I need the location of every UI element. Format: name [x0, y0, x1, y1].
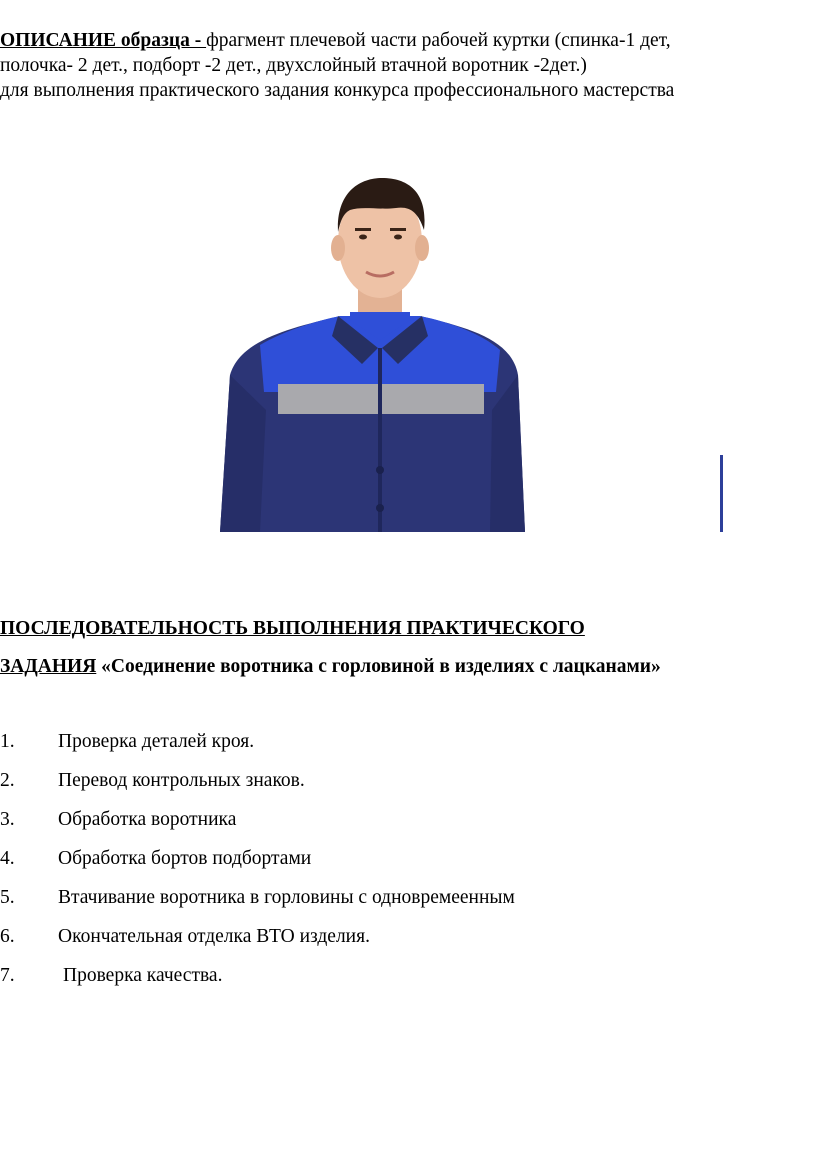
- step-number: 7.: [0, 965, 15, 986]
- step-text: Проверка деталей кроя.: [58, 731, 255, 752]
- task-sequence-heading: [0, 610, 810, 686]
- description-lead: ОПИСАНИЕ образца -: [0, 30, 207, 51]
- step-number: 5.: [0, 887, 15, 908]
- step-text: Проверка качества.: [63, 965, 223, 986]
- list-item: [0, 962, 800, 1001]
- step-number: 4.: [0, 848, 15, 869]
- work-jacket-model-photo: [200, 170, 530, 532]
- heading-task-title: «Соединение воротника с горловиной в изделиях с лацканами»: [96, 656, 661, 677]
- list-item: [0, 884, 800, 923]
- heading-underlined-word: ЗАДАНИЯ: [0, 656, 97, 677]
- steps-list: [0, 728, 800, 1001]
- list-item: [0, 923, 800, 962]
- edge-line-decoration: [720, 455, 723, 532]
- step-text: Окончательная отделка ВТО изделия.: [58, 926, 370, 947]
- description-line-2: полочка- 2 дет., подборт -2 дет., двухслойный втачной воротник -2дет.): [0, 55, 587, 76]
- list-item: [0, 806, 800, 845]
- description-line-3: для выполнения практического задания конкурса профессионального мастерства: [0, 80, 675, 101]
- step-text: Обработка бортов подбортами: [58, 848, 312, 869]
- step-text: Перевод контрольных знаков.: [58, 770, 305, 791]
- list-item: [0, 767, 800, 806]
- step-text: Втачивание воротника в горловины с одновремеенным: [58, 887, 515, 908]
- step-number: 6.: [0, 926, 15, 947]
- step-number: 2.: [0, 770, 15, 791]
- step-text: Обработка воротника: [58, 809, 237, 830]
- list-item: [0, 728, 800, 767]
- sample-description: [0, 28, 800, 103]
- step-number: 1.: [0, 731, 15, 752]
- step-number: 3.: [0, 809, 15, 830]
- description-line-1: [0, 28, 800, 53]
- heading-line-2: [0, 648, 810, 686]
- heading-line-1: ПОСЛЕДОВАТЕЛЬНОСТЬ ВЫПОЛНЕНИЯ ПРАКТИЧЕСКОГО: [0, 618, 585, 639]
- list-item: [0, 845, 800, 884]
- description-line-1-rest: фрагмент плечевой части рабочей куртки (спинка-1 дет,: [206, 30, 671, 51]
